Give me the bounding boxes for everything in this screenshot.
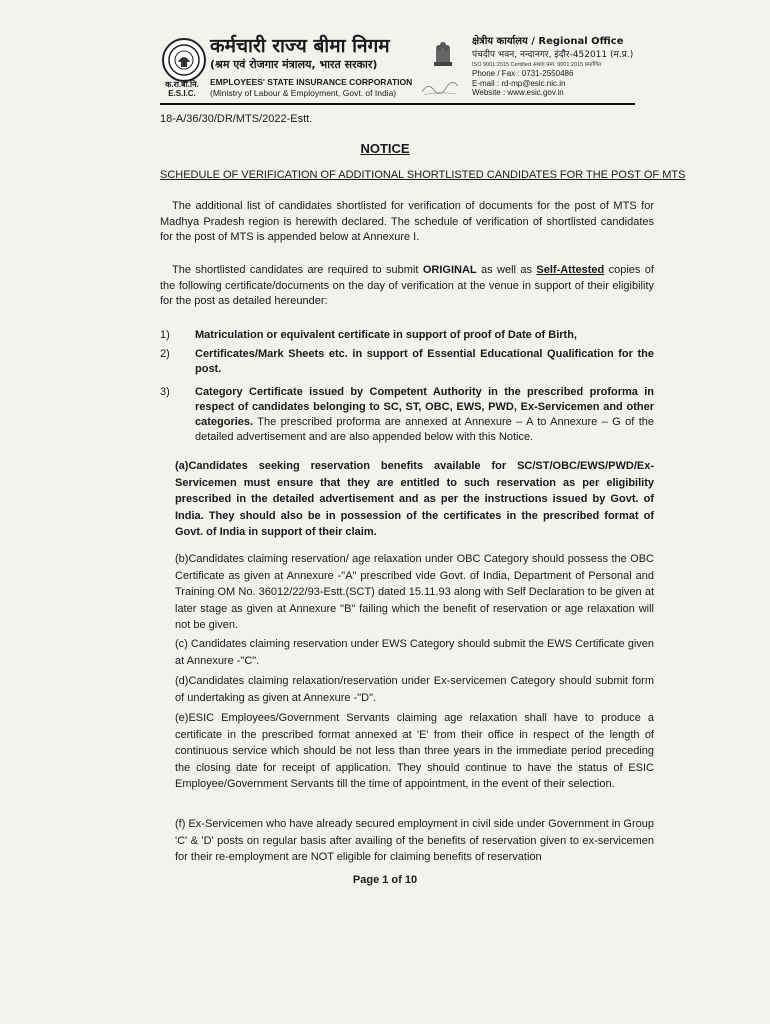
iso-certification: ISO 9001:2015 Certified अथवा प्रमा. 9001:2015 प्रमाणित — [472, 62, 602, 68]
list-item: Category Certificate issued by Competent Authority in the prescribed proforma in respect of candidates belonging to SC, ST, OBC, EWS, PWD, Ex-Servicemen and other categories. The prescribed proforma are annexed at Annexure – A to Annexure – G of the detailed advertisement and are also appended below with this Notice. — [195, 386, 654, 443]
item-number: 2) — [160, 348, 170, 360]
letterhead-left — [210, 35, 420, 99]
page-number: Page 1 of 10 — [352, 874, 418, 886]
org-english-title: EMPLOYEES' STATE INSURANCE CORPORATION — [210, 77, 413, 87]
esic-logo-icon — [162, 38, 206, 82]
regional-office-label: क्षेत्रीय कार्यालय / Regional Office — [472, 36, 624, 47]
office-address: पंचदीप भवन, नन्दानगर, इंदौर-452011 (म.प्र.) — [472, 50, 634, 60]
emblem-caption: क.रा.बी.नि. E.S.I.C. — [165, 80, 199, 98]
reference-number: 18-A/36/30/DR/MTS/2022-Estt. — [160, 113, 313, 125]
paragraph-requirements: The shortlisted candidates are required to submit ORIGINAL as well as Self-Attested copies of the following certificate/documents on the day of verification at the venue in support of their eligibility for the post as detailed hereunder: — [160, 264, 654, 307]
sub-item-a: (a)Candidates seeking reservation benefits available for SC/ST/OBC/EWS/PWD/Ex-Servicemen must ensure that they are entitled to such reservation as per eligibility prescribed in the detailed advertisement and as per the instructions issued by Govt. of India. They should also be in possession of the certificates in the prescribed format of Govt. of India in support of their claim. — [175, 460, 654, 538]
letterhead-divider — [160, 103, 635, 105]
sub-item-b: (b)Candidates claiming reservation/ age relaxation under OBC Category should possess the OBC Certificate as given at Annexure -"A" prescribed vide Govt. of India, Department of Personal and Training OM No. 36012/22/93-Estt.(SCT) dated 15.11.93 along with Self Declaration to be given at later stage as given at Annexure "B" failing which the benefit of reservation or age relaxation will not be given. — [175, 553, 654, 631]
list-item: Certificates/Mark Sheets etc. in support of Essential Educational Qualification for the post. — [195, 348, 654, 375]
sub-item-c: (c) Candidates claiming reservation under EWS Category should submit the EWS Certificate given at Annexure -"C". — [175, 638, 655, 667]
letterhead-right — [472, 35, 662, 98]
notice-title: NOTICE — [360, 141, 410, 156]
signature-mark-icon — [420, 80, 460, 98]
sub-item-e: (e)ESIC Employees/Government Servants claiming age relaxation shall have to produce a certificate in the prescribed format annexed at 'E' from their office in respect of the length of continuous service which should be not less than three years in the immediate period preceding the closing date for receipt of application. They should continue to have the status of ESIC Employee/Government Servants till the time of appointment, in the event of their selection. — [175, 712, 654, 790]
phone-fax: Phone / Fax : 0731-2550486 — [472, 69, 574, 78]
sub-item-f: (f) Ex-Servicemen who have already secured employment in civil side under Government in Group 'C' & 'D' posts on regular basis after availing of the benefits of reservation given to ex-servicemen for their re-employment are NOT eligible for claiming benefits of reservation — [175, 818, 654, 863]
org-hindi-subtitle: (श्रम एवं रोजगार मंत्रालय, भारत सरकार) — [210, 58, 378, 71]
item-number: 3) — [160, 386, 170, 398]
org-hindi-title: कर्मचारी राज्य बीमा निगम — [210, 35, 390, 57]
national-emblem-icon — [428, 36, 458, 70]
website: Website : www.esic.gov.in — [472, 88, 564, 97]
sub-item-d: (d)Candidates claiming relaxation/reservation under Ex-servicemen Category should submit form of undertaking as given at Annexure -"D". — [175, 675, 654, 704]
paragraph-intro: The additional list of candidates shortlisted for verification of documents for the post of MTS for Madhya Pradesh region is herewith declared. The schedule of verification of shortlisted candidates for the post of MTS is appended below at Annexure I. — [160, 200, 654, 243]
schedule-heading: SCHEDULE OF VERIFICATION OF ADDITIONAL SHORTLISTED CANDIDATES FOR THE POST OF MTS — [160, 169, 686, 181]
list-item: Matriculation or equivalent certificate in support of proof of Date of Birth, — [195, 329, 577, 341]
item-number: 1) — [160, 329, 170, 341]
org-english-subtitle: (Ministry of Labour & Employment, Govt. of India) — [210, 88, 397, 98]
email: E-mail : rd-mp@esic.nic.in — [472, 78, 566, 88]
